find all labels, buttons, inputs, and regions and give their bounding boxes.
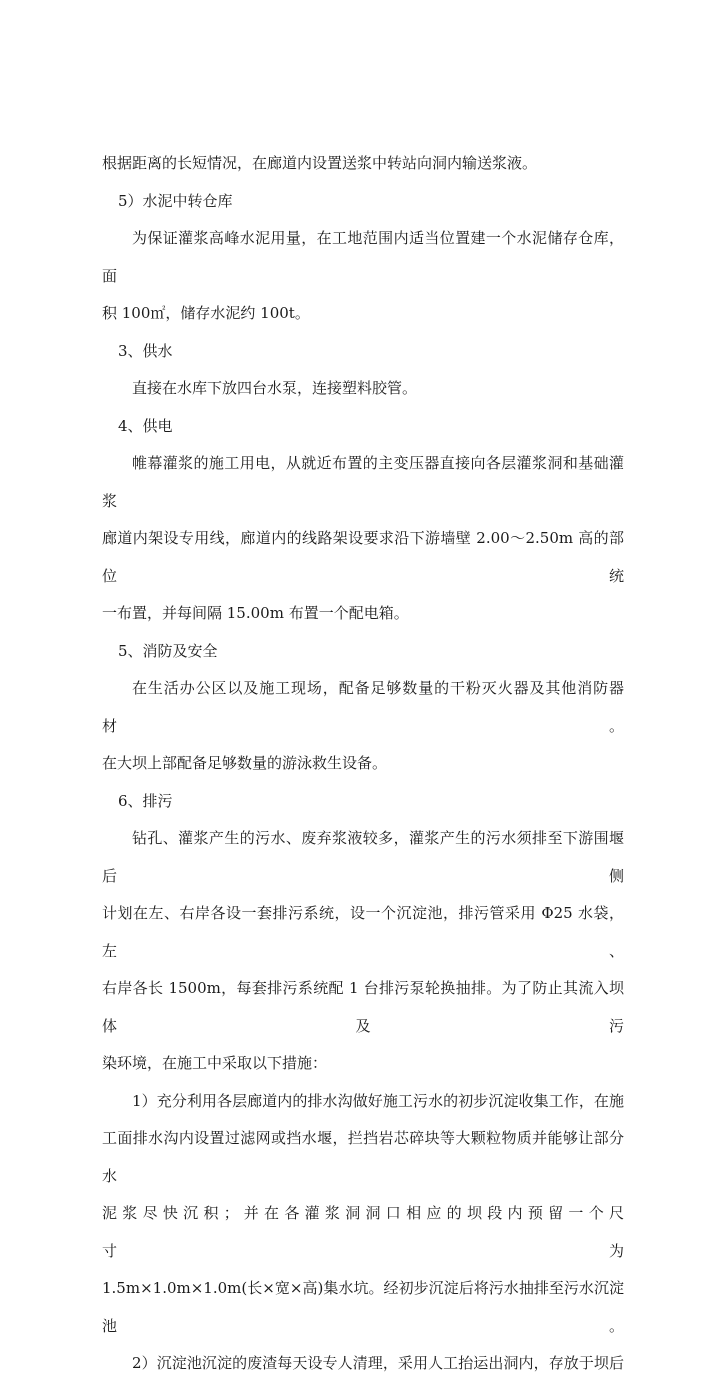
text-line: 廊道内架设专用线，廊道内的线路架设要求沿下游墙壁 2.00～2.50m 高的部位统 (102, 529, 624, 585)
text-line: 染环境，在施工中采取以下措施： (102, 1054, 328, 1072)
section-heading: 6、排污 (118, 791, 173, 810)
text-line: 计划在左、右岸各设一套排污系统，设一个沉淀池，排污管采用 Φ25 水袋，左、 (102, 904, 624, 960)
text-line: 在大坝上部配备足够数量的游泳救生设备。 (102, 754, 388, 772)
text-line: 直接在水库下放四台水泵，连接塑料胶管。 (132, 379, 418, 397)
text-line: 1）充分利用各层廊道内的排水沟做好施工污水的初步沉淀收集工作，在施 (132, 1091, 624, 1110)
text-line: 工面排水沟内设置过滤网或挡水堰，拦挡岩芯碎块等大颗粒物质并能够让部分水 (102, 1129, 624, 1185)
section-heading: 3、供水 (118, 341, 173, 360)
text-line: 根据距离的长短情况，在廊道内设置送浆中转站向洞内输送浆液。 (102, 154, 538, 172)
text-line: 泥 浆 尽 快 沉 积 ； 并 在 各 灌 浆 洞 洞 口 相 应 的 坝 段 内 预 留 一 个 尺 寸 为 (102, 1204, 624, 1260)
section-heading: 5、消防及安全 (118, 641, 218, 660)
text-line: 钻孔、灌浆产生的污水、废弃浆液较多，灌浆产生的污水须排至下游围堰后侧 (102, 829, 624, 885)
text-line: 右岸各长 1500m，每套排污系统配 1 台排污泵轮换抽排。为了防止其流入坝体及污 (102, 979, 624, 1035)
text-line: 2）沉淀池沉淀的废渣每天设专人清理，采用人工抬运出洞内，存放于坝后 (132, 1354, 624, 1372)
text-line: 一布置，并每间隔 15.00m 布置一个配电箱。 (102, 604, 409, 622)
text-line: 在生活办公区以及施工现场，配备足够数量的干粉灭火器及其他消防器材。 (102, 679, 624, 735)
section-heading: 4、供电 (118, 416, 173, 435)
text-line: 为保证灌浆高峰水泥用量，在工地范围内适当位置建一个水泥储存仓库，面 (102, 229, 624, 285)
section-heading: 5）水泥中转仓库 (118, 191, 233, 210)
text-line: 1.5m×1.0m×1.0m(长×宽×高)集水坑。经初步沉淀后将污水抽排至污水沉淀池。 (102, 1279, 624, 1335)
text-line: 积 100㎡，储存水泥约 100t。 (102, 304, 310, 322)
text-line: 帷幕灌浆的施工用电，从就近布置的主变压器直接向各层灌浆洞和基础灌浆 (102, 454, 624, 510)
